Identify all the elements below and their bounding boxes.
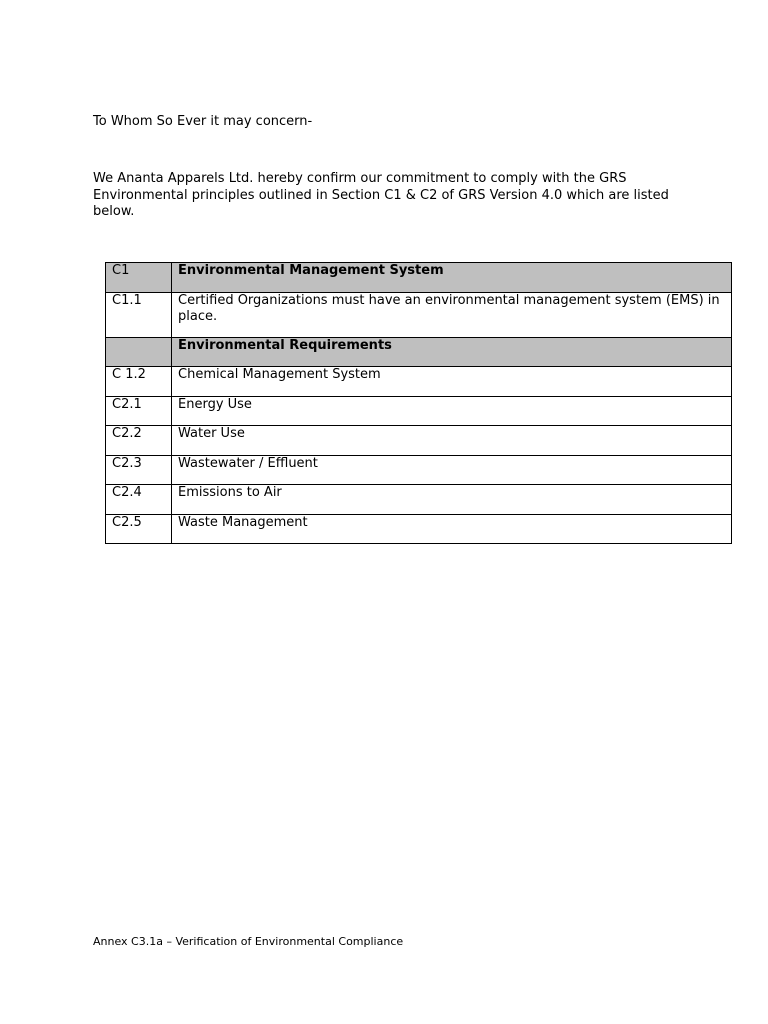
row-description: Water Use: [172, 426, 732, 456]
intro-paragraph: [93, 171, 693, 221]
row-code: C1: [106, 263, 172, 293]
table-row: [106, 455, 732, 485]
table-row-section-header: [106, 263, 732, 293]
row-description-line: Certified Organizations must have an environmental management system (EMS) in: [178, 292, 720, 308]
row-description: Chemical Management System: [172, 367, 732, 397]
row-description: Emissions to Air: [172, 485, 732, 515]
table-row: [106, 426, 732, 456]
table-row: [106, 367, 732, 397]
row-description: Energy Use: [172, 396, 732, 426]
row-section-title: Environmental Management System: [172, 263, 732, 293]
page-footer: Annex C3.1a – Verification of Environmental Compliance: [93, 935, 404, 948]
table-row: [106, 485, 732, 515]
salutation: To Whom So Ever it may concern-: [93, 114, 313, 129]
row-code: [106, 337, 172, 367]
row-code: C2.2: [106, 426, 172, 456]
intro-line: We Ananta Apparels Ltd. hereby confirm our commitment to comply with the GRS: [93, 171, 627, 186]
row-code: C 1.2: [106, 367, 172, 397]
row-description-line: place.: [178, 309, 218, 324]
intro-line: below.: [93, 204, 135, 219]
table-row: [106, 292, 732, 337]
row-description: Wastewater / Effluent: [172, 455, 732, 485]
row-code: C2.3: [106, 455, 172, 485]
row-code: C2.4: [106, 485, 172, 515]
intro-line: Environmental principles outlined in Section C1 & C2 of GRS Version 4.0 which are listed: [93, 187, 669, 203]
table-row: [106, 396, 732, 426]
row-description: Waste Management: [172, 514, 732, 544]
row-code: C2.5: [106, 514, 172, 544]
row-code: C2.1: [106, 396, 172, 426]
grs-principles-table: [105, 262, 732, 544]
row-section-title: Environmental Requirements: [172, 337, 732, 367]
row-code: C1.1: [106, 292, 172, 337]
table-row: [106, 514, 732, 544]
row-description: [172, 292, 732, 337]
table-row-section-header: [106, 337, 732, 367]
